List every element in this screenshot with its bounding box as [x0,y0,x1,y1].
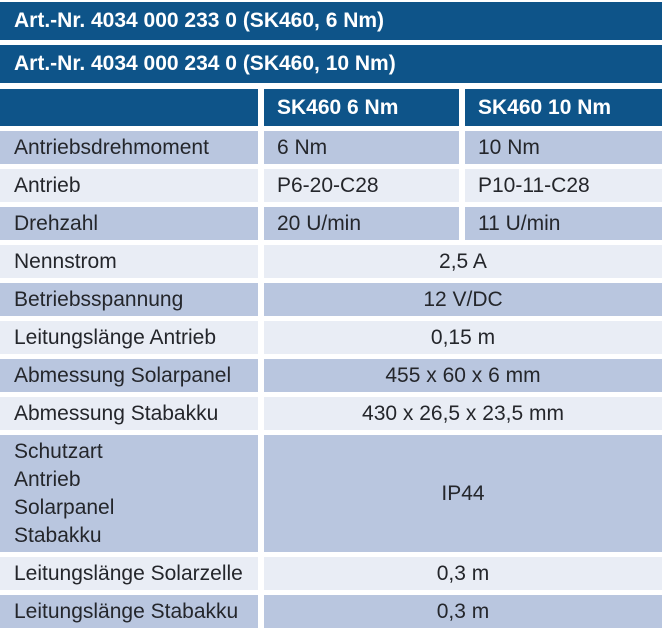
row-value: 2,5 A [264,245,662,278]
row-value: 430 x 26,5 x 23,5 mm [264,397,662,430]
header-col-sk460-10nm: SK460 10 Nm [465,89,662,126]
row-antriebsdrehmoment [0,131,662,164]
row-label: Drehzahl [0,207,258,240]
header-col-sk460-6nm: SK460 6 Nm [264,89,459,126]
row-value-6nm: P6-20-C28 [264,169,459,202]
row-value-6nm: 6 Nm [264,131,459,164]
row-betriebsspannung [0,283,662,316]
row-label-line: Antrieb [14,467,81,491]
header-empty-cell [0,89,258,126]
row-value-10nm: P10-11-C28 [465,169,662,202]
row-value-10nm: 10 Nm [465,131,662,164]
row-abmessung-solarpanel [0,359,662,392]
row-nennstrom [0,245,662,278]
row-label: Betriebsspannung [0,283,258,316]
row-label: Antriebsdrehmoment [0,131,258,164]
row-label: Leitungslänge Stabakku [0,595,258,628]
row-value: 0,3 m [264,595,662,628]
row-label: Abmessung Stabakku [0,397,258,430]
row-label-line: Stabakku [14,523,102,547]
row-drehzahl [0,207,662,240]
art-nr-2-label: Art.-Nr. 4034 000 234 0 (SK460, 10 Nm) [14,52,396,75]
row-label: Leitungslänge Solarzelle [0,557,258,590]
row-label-line: Schutzart [14,439,103,463]
row-leitungslaenge-stabakku [0,595,662,628]
row-label-line: Solarpanel [14,495,115,519]
art-nr-bar-1 [0,2,662,40]
row-label: Abmessung Solarpanel [0,359,258,392]
row-antrieb [0,169,662,202]
row-label: Leitungslänge Antrieb [0,321,258,354]
art-nr-bar-2 [0,45,662,83]
row-value: 0,15 m [264,321,662,354]
row-schutzart [0,435,662,552]
row-value-6nm: 20 U/min [264,207,459,240]
row-value: 0,3 m [264,557,662,590]
row-value: 12 V/DC [264,283,662,316]
row-label: Nennstrom [0,245,258,278]
row-label: Antrieb [0,169,258,202]
row-value-10nm: 11 U/min [465,207,662,240]
row-leitungslaenge-solarzelle [0,557,662,590]
table-header-row [0,89,662,126]
art-nr-1-label: Art.-Nr. 4034 000 233 0 (SK460, 6 Nm) [14,9,385,32]
row-value: 455 x 60 x 6 mm [264,359,662,392]
row-label-multiline [0,435,258,552]
row-value: IP44 [264,435,662,552]
row-abmessung-stabakku [0,397,662,430]
row-leitungslaenge-antrieb [0,321,662,354]
